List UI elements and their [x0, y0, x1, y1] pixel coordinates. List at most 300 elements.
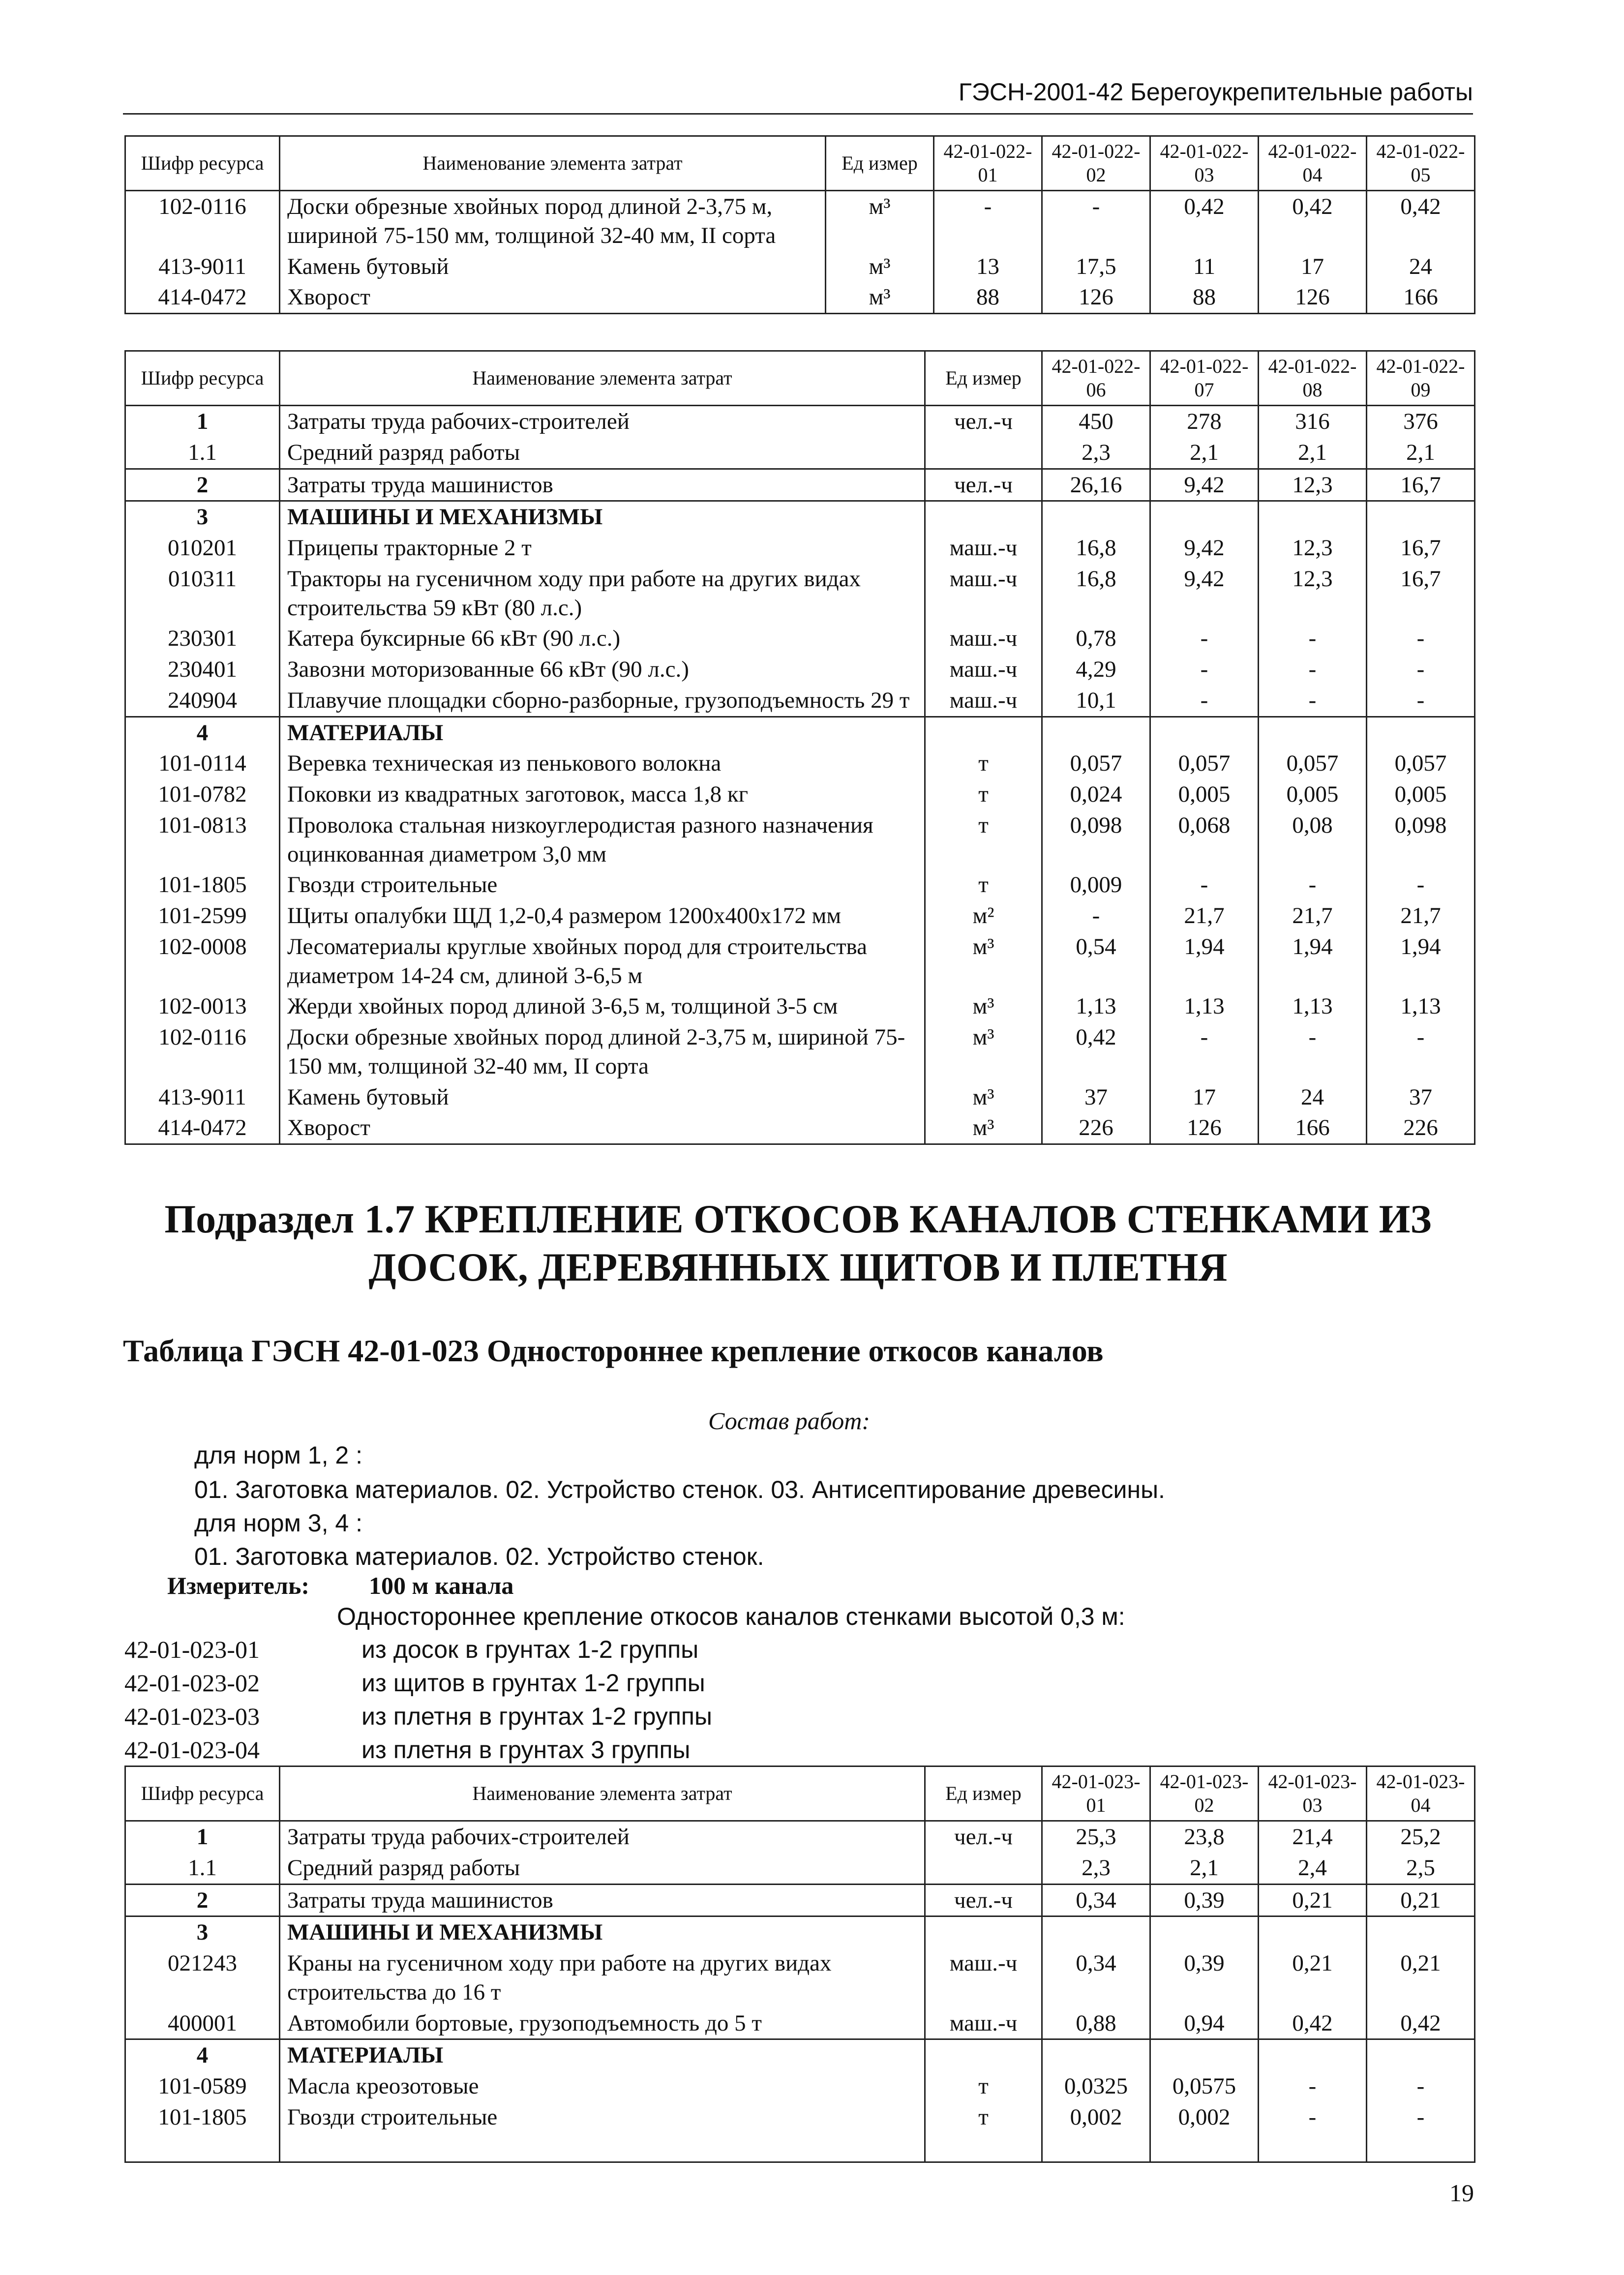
unit: чел.-ч [925, 469, 1042, 501]
norm-value: 1,13 [1042, 991, 1150, 1022]
norm-value: 0,39 [1150, 1884, 1259, 1916]
table-row [125, 1948, 1475, 2008]
unit: м² [925, 900, 1042, 931]
resource-code: 1 [125, 406, 280, 437]
cost-element-name: Доски обрезные хвойных пород длиной 2-3,75 м, шириной 75-150 мм, толщиной 32-40 мм, II сорта [280, 1022, 925, 1082]
meter-value: 100 м канала [369, 1572, 514, 1599]
norm-value: 88 [934, 282, 1042, 313]
norm-value: 450 [1042, 406, 1150, 437]
norms-description: Одностороннее крепление откосов каналов стенками высотой 0,3 м: [337, 1603, 1125, 1630]
norm-value: 16,8 [1042, 533, 1150, 564]
norm-value: 0,057 [1367, 748, 1475, 779]
norm-value: 226 [1042, 1112, 1150, 1144]
norm-value: 2,1 [1150, 437, 1259, 469]
table-row [125, 2071, 1475, 2102]
for-norms-3-4: для норм 3, 4 : [194, 1509, 362, 1537]
norm-value: 0,42 [1259, 2008, 1367, 2039]
norm-value: 0,42 [1367, 191, 1475, 251]
norm-value: 24 [1259, 1082, 1367, 1113]
norm-value: - [934, 191, 1042, 251]
norm-value [1150, 501, 1259, 533]
cost-element-name: Камень бутовый [280, 251, 826, 282]
norm-value: 1,13 [1367, 991, 1475, 1022]
norm-value: 166 [1259, 1112, 1367, 1144]
norm-value [1042, 2133, 1150, 2162]
column-header: Ед измер [925, 351, 1042, 406]
cost-element-name: Затраты труда машинистов [280, 469, 925, 501]
cost-element-name: Завозни моторизованные 66 кВт (90 л.с.) [280, 654, 925, 685]
table-row [125, 2039, 1475, 2071]
norm-value: 24 [1367, 251, 1475, 282]
resource-code: 102-0013 [125, 991, 280, 1022]
norm-value: 166 [1367, 282, 1475, 313]
norm-value: 2,1 [1367, 437, 1475, 469]
unit: маш.-ч [925, 2008, 1042, 2039]
cost-element-name: Катера буксирные 66 кВт (90 л.с.) [280, 623, 925, 654]
page-number: 19 [1449, 2179, 1474, 2207]
norm-value: 0,39 [1150, 1948, 1259, 2008]
works-3-4: 01. Заготовка материалов. 02. Устройство стенок. [194, 1543, 764, 1570]
table-row [125, 1112, 1475, 1144]
table-row [125, 1022, 1475, 1082]
resource-code: 3 [125, 501, 280, 533]
norm-value: 23,8 [1150, 1821, 1259, 1853]
unit [925, 1853, 1042, 1884]
norm-description: из досок в грунтах 1-2 группы [361, 1636, 699, 1663]
norm-value: 21,7 [1150, 900, 1259, 931]
unit: т [925, 869, 1042, 900]
column-header: 42-01-023-04 [1367, 1766, 1475, 1821]
table-row [125, 685, 1475, 717]
norm-value: 13 [934, 251, 1042, 282]
column-header: 42-01-022-05 [1367, 136, 1475, 191]
norm-value: 278 [1150, 406, 1259, 437]
norm-value [1259, 2039, 1367, 2071]
norm-value [1367, 1916, 1475, 1948]
table-row [125, 810, 1475, 870]
norm-value: 0,0575 [1150, 2071, 1259, 2102]
table-row [125, 654, 1475, 685]
norm-description: из щитов в грунтах 1-2 группы [361, 1669, 705, 1697]
norm-value: 1,94 [1150, 931, 1259, 991]
table-row [125, 1916, 1475, 1948]
table-row [125, 437, 1475, 469]
norm-value: - [1367, 2071, 1475, 2102]
column-header: Ед измер [925, 1766, 1042, 1821]
norm-value: 1,94 [1367, 931, 1475, 991]
norm-value: 12,3 [1259, 469, 1367, 501]
resource-code: 414-0472 [125, 1112, 280, 1144]
column-header: 42-01-023-03 [1259, 1766, 1367, 1821]
table-row [125, 251, 1475, 282]
table-row [125, 501, 1475, 533]
norm-value: 21,7 [1367, 900, 1475, 931]
norm-value: - [1259, 2071, 1367, 2102]
resource-code: 101-0813 [125, 810, 280, 870]
column-header: 42-01-022-06 [1042, 351, 1150, 406]
norm-value: - [1367, 623, 1475, 654]
cost-element-name: Прицепы тракторные 2 т [280, 533, 925, 564]
resource-code: 010201 [125, 533, 280, 564]
unit: чел.-ч [925, 1821, 1042, 1853]
unit: т [925, 810, 1042, 870]
column-header: Наименование элемента затрат [280, 136, 826, 191]
unit: маш.-ч [925, 685, 1042, 717]
cost-element-name: Гвозди строительные [280, 869, 925, 900]
table-row [125, 623, 1475, 654]
norm-value: 0,005 [1367, 779, 1475, 810]
norm-code: 42-01-023-02 [124, 1669, 260, 1697]
column-header: 42-01-022-08 [1259, 351, 1367, 406]
norm-value [1367, 501, 1475, 533]
resource-code: 101-0114 [125, 748, 280, 779]
table-header-row [125, 351, 1475, 406]
norm-value: 0,78 [1042, 623, 1150, 654]
norm-value: 0,057 [1259, 748, 1367, 779]
cost-element-name [280, 2133, 925, 2162]
norm-value [1367, 717, 1475, 748]
norm-value: - [1042, 900, 1150, 931]
resource-code: 3 [125, 1916, 280, 1948]
norm-value: 0,21 [1367, 1884, 1475, 1916]
resource-table-022-06-09 [124, 350, 1475, 1145]
unit: маш.-ч [925, 1948, 1042, 2008]
norm-value [1150, 2039, 1259, 2071]
norm-value: - [1150, 685, 1259, 717]
unit: чел.-ч [925, 1884, 1042, 1916]
cost-element-name: Тракторы на гусеничном ходу при работе на других видах строительства 59 кВт (80 л.с.) [280, 564, 925, 624]
column-header: 42-01-022-01 [934, 136, 1042, 191]
norm-value: - [1042, 191, 1150, 251]
norm-value: 0,068 [1150, 810, 1259, 870]
norm-value [1259, 1916, 1367, 1948]
norm-value: 2,3 [1042, 437, 1150, 469]
norm-value: 1,13 [1150, 991, 1259, 1022]
norm-value: 0,024 [1042, 779, 1150, 810]
unit: м³ [925, 931, 1042, 991]
norm-value [1367, 2133, 1475, 2162]
column-header: Ед измер [826, 136, 934, 191]
unit: м³ [826, 282, 934, 313]
cost-element-name: МАТЕРИАЛЫ [280, 2039, 925, 2071]
norm-value: 0,098 [1042, 810, 1150, 870]
table-row [125, 900, 1475, 931]
resource-code: 1.1 [125, 1853, 280, 1884]
cost-element-name: Плавучие площадки сборно-разборные, грузоподъемность 29 т [280, 685, 925, 717]
table-row [125, 1853, 1475, 1884]
norm-value: 21,7 [1259, 900, 1367, 931]
norm-value: 16,7 [1367, 469, 1475, 501]
table-row [125, 2133, 1475, 2162]
resource-code: 400001 [125, 2008, 280, 2039]
norm-value: 2,1 [1150, 1853, 1259, 1884]
norm-value: 12,3 [1259, 533, 1367, 564]
resource-code: 010311 [125, 564, 280, 624]
resource-code: 1 [125, 1821, 280, 1853]
norm-value [1259, 2133, 1367, 2162]
resource-code: 240904 [125, 685, 280, 717]
table-row [125, 533, 1475, 564]
norm-value: 12,3 [1259, 564, 1367, 624]
cost-element-name: Краны на гусеничном ходу при работе на других видах строительства до 16 т [280, 1948, 925, 2008]
column-header: 42-01-022-03 [1150, 136, 1259, 191]
norm-value: - [1367, 2102, 1475, 2133]
cost-element-name: Хворост [280, 1112, 925, 1144]
cost-element-name: Затраты труда рабочих-строителей [280, 406, 925, 437]
norm-value: - [1259, 623, 1367, 654]
resource-code: 413-9011 [125, 1082, 280, 1113]
norm-value: 37 [1367, 1082, 1475, 1113]
norm-value [1042, 2039, 1150, 2071]
table-row [125, 564, 1475, 624]
unit: маш.-ч [925, 564, 1042, 624]
norm-value: 0,42 [1042, 1022, 1150, 1082]
norm-value: - [1367, 869, 1475, 900]
norm-value: - [1150, 623, 1259, 654]
cost-element-name: Проволока стальная низкоуглеродистая разного назначения оцинкованная диаметром 3,0 мм [280, 810, 925, 870]
norm-value: 16,7 [1367, 533, 1475, 564]
norm-code: 42-01-023-03 [124, 1703, 260, 1730]
norm-value: 1,13 [1259, 991, 1367, 1022]
resource-code: 101-0782 [125, 779, 280, 810]
resource-code: 230301 [125, 623, 280, 654]
norm-value: - [1150, 1022, 1259, 1082]
cost-element-name: Камень бутовый [280, 1082, 925, 1113]
norm-value: 0,21 [1367, 1948, 1475, 2008]
resource-table-023 [124, 1766, 1475, 2163]
norm-value: 126 [1150, 1112, 1259, 1144]
norm-value: 16,8 [1042, 564, 1150, 624]
resource-code: 414-0472 [125, 282, 280, 313]
unit: м³ [826, 251, 934, 282]
table-row [125, 2008, 1475, 2039]
norm-value: 4,29 [1042, 654, 1150, 685]
unit: м³ [925, 991, 1042, 1022]
unit: т [925, 779, 1042, 810]
norm-value: 2,4 [1259, 1853, 1367, 1884]
norm-value: 17 [1150, 1082, 1259, 1113]
column-header: 42-01-023-02 [1150, 1766, 1259, 1821]
norm-value: - [1259, 1022, 1367, 1082]
norm-value: 11 [1150, 251, 1259, 282]
norm-value: - [1150, 869, 1259, 900]
norm-value: 0,098 [1367, 810, 1475, 870]
unit [925, 717, 1042, 748]
norm-value: 0,002 [1150, 2102, 1259, 2133]
norm-value: 0,21 [1259, 1884, 1367, 1916]
norm-value: 17,5 [1042, 251, 1150, 282]
cost-element-name: МАШИНЫ И МЕХАНИЗМЫ [280, 501, 925, 533]
unit [925, 437, 1042, 469]
norm-value: 0,34 [1042, 1948, 1150, 2008]
unit [925, 2039, 1042, 2071]
resource-code: 101-0589 [125, 2071, 280, 2102]
resource-code: 4 [125, 2039, 280, 2071]
norm-value: 37 [1042, 1082, 1150, 1113]
meter-label: Измеритель: [167, 1572, 310, 1599]
table-row [125, 191, 1475, 251]
resource-code: 4 [125, 717, 280, 748]
column-header: 42-01-022-02 [1042, 136, 1150, 191]
norm-value: - [1367, 1022, 1475, 1082]
cost-element-name: Гвозди строительные [280, 2102, 925, 2133]
norm-value: 0,94 [1150, 2008, 1259, 2039]
table-row [125, 748, 1475, 779]
norm-value: 0,42 [1367, 2008, 1475, 2039]
cost-element-name: Доски обрезные хвойных пород длиной 2-3,75 м, шириной 75-150 мм, толщиной 32-40 мм, II сорта [280, 191, 826, 251]
resource-code: 101-1805 [125, 2102, 280, 2133]
norm-value: 126 [1259, 282, 1367, 313]
cost-element-name: Жерди хвойных пород длиной 3-6,5 м, толщиной 3-5 см [280, 991, 925, 1022]
norm-value: 226 [1367, 1112, 1475, 1144]
unit: чел.-ч [925, 406, 1042, 437]
norm-value: 17 [1259, 251, 1367, 282]
column-header: Шифр ресурса [125, 136, 280, 191]
table-row [125, 779, 1475, 810]
norm-code: 42-01-023-01 [124, 1636, 260, 1663]
norm-code: 42-01-023-04 [124, 1736, 260, 1764]
cost-element-name: Щиты опалубки ЩД 1,2-0,4 размером 1200x400x172 мм [280, 900, 925, 931]
table-title: Таблица ГЭСН 42-01-023 Одностороннее крепление откосов каналов [123, 1333, 1104, 1368]
norm-value: 0,057 [1042, 748, 1150, 779]
norm-value: 2,3 [1042, 1853, 1150, 1884]
norm-description: из плетня в грунтах 3 группы [361, 1736, 691, 1764]
cost-element-name: Средний разряд работы [280, 437, 925, 469]
norm-value: - [1259, 2102, 1367, 2133]
unit: т [925, 2071, 1042, 2102]
resource-code: 230401 [125, 654, 280, 685]
unit [925, 2133, 1042, 2162]
column-header: 42-01-022-07 [1150, 351, 1259, 406]
cost-element-name: МАТЕРИАЛЫ [280, 717, 925, 748]
norm-value: 21,4 [1259, 1821, 1367, 1853]
column-header: Шифр ресурса [125, 351, 280, 406]
table-row [125, 406, 1475, 437]
table-row [125, 869, 1475, 900]
resource-code: 021243 [125, 1948, 280, 2008]
resource-code: 1.1 [125, 437, 280, 469]
unit: маш.-ч [925, 533, 1042, 564]
norm-value: 0,057 [1150, 748, 1259, 779]
unit: маш.-ч [925, 623, 1042, 654]
unit: т [925, 2102, 1042, 2133]
cost-element-name: Хворост [280, 282, 826, 313]
norm-value: 0,009 [1042, 869, 1150, 900]
table-row [125, 282, 1475, 313]
norm-value: 16,7 [1367, 564, 1475, 624]
subsection-title: Подраздел 1.7 КРЕПЛЕНИЕ ОТКОСОВ КАНАЛОВ СТЕНКАМИ ИЗ ДОСОК, ДЕРЕВЯННЫХ ЩИТОВ И ПЛЕТНЯ [164, 1197, 1432, 1290]
column-header: Наименование элемента затрат [280, 351, 925, 406]
norm-value: 376 [1367, 406, 1475, 437]
norm-value: 0,08 [1259, 810, 1367, 870]
composition-label: Состав работ: [708, 1407, 871, 1435]
norm-value: 2,1 [1259, 437, 1367, 469]
norm-value: 2,5 [1367, 1853, 1475, 1884]
table-row [125, 1082, 1475, 1113]
cost-element-name: Лесоматериалы круглые хвойных пород для строительства диаметром 14-24 см, длиной 3-6,5 м [280, 931, 925, 991]
norm-value: - [1259, 869, 1367, 900]
table-header-row [125, 1766, 1475, 1821]
unit: маш.-ч [925, 654, 1042, 685]
norm-value [1259, 717, 1367, 748]
for-norms-1-2: для норм 1, 2 : [194, 1441, 362, 1469]
cost-element-name: Затраты труда машинистов [280, 1884, 925, 1916]
norm-value: 0,005 [1259, 779, 1367, 810]
norm-value: - [1150, 654, 1259, 685]
norm-value [1042, 1916, 1150, 1948]
table-row [125, 931, 1475, 991]
norm-value: 0,0325 [1042, 2071, 1150, 2102]
unit: м³ [925, 1112, 1042, 1144]
norm-value: - [1367, 685, 1475, 717]
norm-value: 9,42 [1150, 564, 1259, 624]
norm-value: 0,21 [1259, 1948, 1367, 2008]
norm-value: 0,88 [1042, 2008, 1150, 2039]
resource-code: 101-2599 [125, 900, 280, 931]
norm-value: 0,002 [1042, 2102, 1150, 2133]
resource-code: 101-1805 [125, 869, 280, 900]
norm-value [1150, 1916, 1259, 1948]
running-title: ГЭСН-2001-42 Берегоукрепительные работы [958, 78, 1473, 106]
works-1-2: 01. Заготовка материалов. 02. Устройство стенок. 03. Антисептирование древесины. [194, 1476, 1165, 1503]
norm-value: 88 [1150, 282, 1259, 313]
norm-value [1367, 2039, 1475, 2071]
cost-element-name: МАШИНЫ И МЕХАНИЗМЫ [280, 1916, 925, 1948]
table-row [125, 1821, 1475, 1853]
cost-element-name: Автомобили бортовые, грузоподъемность до 5 т [280, 2008, 925, 2039]
table-row [125, 469, 1475, 501]
table-row [125, 991, 1475, 1022]
norm-value: 0,54 [1042, 931, 1150, 991]
norm-value: 26,16 [1042, 469, 1150, 501]
norm-value [1259, 501, 1367, 533]
norm-value [1042, 501, 1150, 533]
norm-value: 316 [1259, 406, 1367, 437]
table-row [125, 2102, 1475, 2133]
column-header: Наименование элемента затрат [280, 1766, 925, 1821]
resource-code: 102-0008 [125, 931, 280, 991]
cost-element-name: Веревка техническая из пенькового волокна [280, 748, 925, 779]
norm-value: 0,42 [1150, 191, 1259, 251]
unit [925, 1916, 1042, 1948]
resource-code: 2 [125, 469, 280, 501]
unit: м³ [925, 1022, 1042, 1082]
norm-value: - [1367, 654, 1475, 685]
resource-table-022-01-05 [124, 135, 1475, 314]
cost-element-name: Средний разряд работы [280, 1853, 925, 1884]
page-header [123, 74, 1473, 115]
unit: м³ [925, 1082, 1042, 1113]
resource-code [125, 2133, 280, 2162]
norm-value: 126 [1042, 282, 1150, 313]
norm-value [1150, 2133, 1259, 2162]
table-header-row [125, 136, 1475, 191]
norm-value: 0,42 [1259, 191, 1367, 251]
norm-value: 0,005 [1150, 779, 1259, 810]
norm-value [1042, 717, 1150, 748]
resource-code: 102-0116 [125, 191, 280, 251]
norm-value: 25,2 [1367, 1821, 1475, 1853]
unit: м³ [826, 191, 934, 251]
norm-value: - [1259, 654, 1367, 685]
norm-value [1150, 717, 1259, 748]
resource-code: 102-0116 [125, 1022, 280, 1082]
norm-description: из плетня в грунтах 1-2 группы [361, 1703, 712, 1730]
cost-element-name: Затраты труда рабочих-строителей [280, 1821, 925, 1853]
resource-code: 2 [125, 1884, 280, 1916]
column-header: 42-01-022-04 [1259, 136, 1367, 191]
norm-value: 25,3 [1042, 1821, 1150, 1853]
